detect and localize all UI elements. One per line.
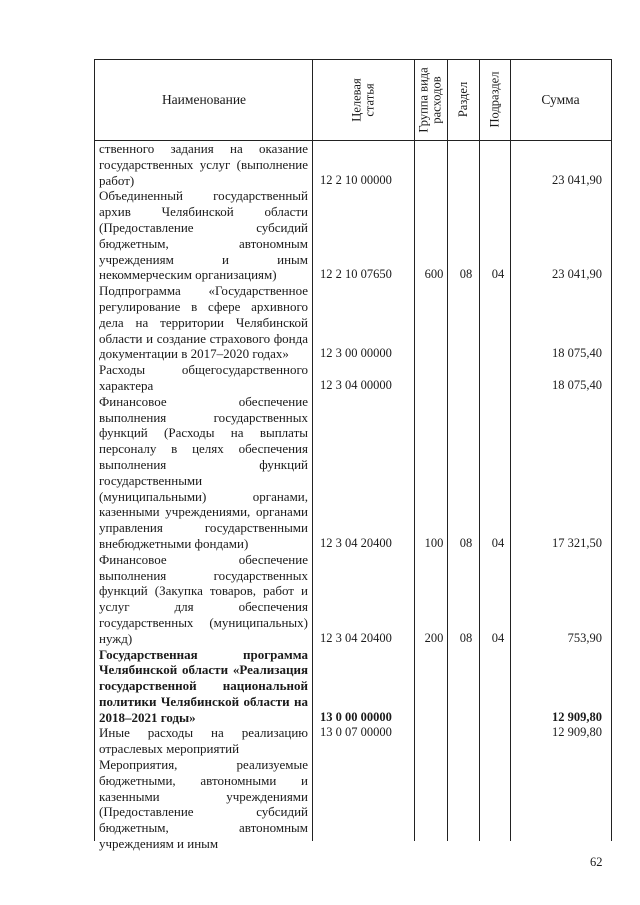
row-expense-group: 200 xyxy=(424,630,444,645)
row-target-article: 12 3 00 00000 xyxy=(320,346,392,361)
row-name: ственного задания на оказание государственных услуг (выполнение работ) xyxy=(99,141,308,188)
row-subsection: 04 xyxy=(491,267,505,282)
row-name: Мероприятия, реализуемые бюджетными, автономными и казенными учреждениями (Предоставление субсидий бюджетным, автономным учреждениям и иным xyxy=(99,757,308,852)
row-target-article: 12 2 10 07650 xyxy=(320,267,392,282)
row-sum: 12 909,80 xyxy=(552,709,602,724)
table-row xyxy=(94,725,611,757)
table-row xyxy=(94,362,611,394)
row-target-article: 12 3 04 00000 xyxy=(320,377,392,392)
header-sum: Сумма xyxy=(541,91,580,107)
row-sum: 23 041,90 xyxy=(552,267,602,282)
table-row xyxy=(94,283,611,362)
header-section-text: Раздел xyxy=(456,81,471,118)
row-subsection: 04 xyxy=(491,535,505,550)
table-row xyxy=(94,647,611,726)
table-row xyxy=(94,757,611,852)
row-section: 08 xyxy=(459,535,473,550)
table-row xyxy=(94,552,611,647)
row-sum: 12 909,80 xyxy=(552,725,602,740)
table-row xyxy=(94,394,611,552)
header-expense-group xyxy=(415,59,447,140)
header-target-article xyxy=(313,59,414,140)
header-subsection xyxy=(480,59,510,140)
table-body xyxy=(94,141,611,852)
row-name: Финансовое обеспечение выполнения государственных функций (Закупка товаров, работ и услуг для обеспечения государственных (муниципальных) нужд) xyxy=(99,551,308,646)
row-name: Подпрограмма «Государственное регулирование в сфере архивного дела на территории Челябинской области и создание страхового фонда документации в 2017–2020 годах» xyxy=(99,283,308,362)
row-name: Объединенный государственный архив Челябинской области (Предоставление субсидий бюджетным, автономным учреждениям и иным некоммерческим организациям) xyxy=(99,188,308,283)
row-sum: 18 075,40 xyxy=(552,346,602,361)
row-expense-group: 600 xyxy=(424,267,444,282)
header-name: Наименование xyxy=(161,91,247,107)
row-name: Финансовое обеспечение выполнения государственных функций (Расходы на выплаты персоналу в целях обеспечения выполнения функций государственными (муниципальными) органами, казенными учреждениями, органами управления государственными внебюджетными фондами) xyxy=(99,393,308,551)
row-subsection: 04 xyxy=(491,630,505,645)
row-name: Государственная программа Челябинской области «Реализация государственной национальной политики Челябинской области на 2018–2021 годы» xyxy=(99,646,308,725)
table-row xyxy=(94,141,611,188)
header-target-article-text: Целевая статья xyxy=(349,77,377,122)
row-target-article: 12 2 10 00000 xyxy=(320,172,392,187)
row-sum: 23 041,90 xyxy=(552,172,602,187)
row-target-article: 13 0 07 00000 xyxy=(320,725,392,740)
row-name: Иные расходы на реализацию отраслевых мероприятий xyxy=(99,725,308,757)
table-row xyxy=(94,188,611,283)
header-subsection-text: Подраздел xyxy=(487,71,502,128)
header-expense-group-text: Группа вида расходов xyxy=(417,66,445,133)
row-sum: 753,90 xyxy=(567,630,602,645)
row-section: 08 xyxy=(459,267,473,282)
row-sum: 18 075,40 xyxy=(552,377,602,392)
row-target-article: 12 3 04 20400 xyxy=(320,630,392,645)
header-section xyxy=(448,59,479,140)
row-section: 08 xyxy=(459,630,473,645)
row-name: Расходы общегосударственного характера xyxy=(99,362,308,393)
row-sum: 17 321,50 xyxy=(552,535,602,550)
page-number: 62 xyxy=(590,855,603,869)
row-target-article: 12 3 04 20400 xyxy=(320,535,392,550)
table-right-border xyxy=(611,59,612,841)
row-target-article: 13 0 00 00000 xyxy=(320,709,392,724)
row-expense-group: 100 xyxy=(424,535,444,550)
